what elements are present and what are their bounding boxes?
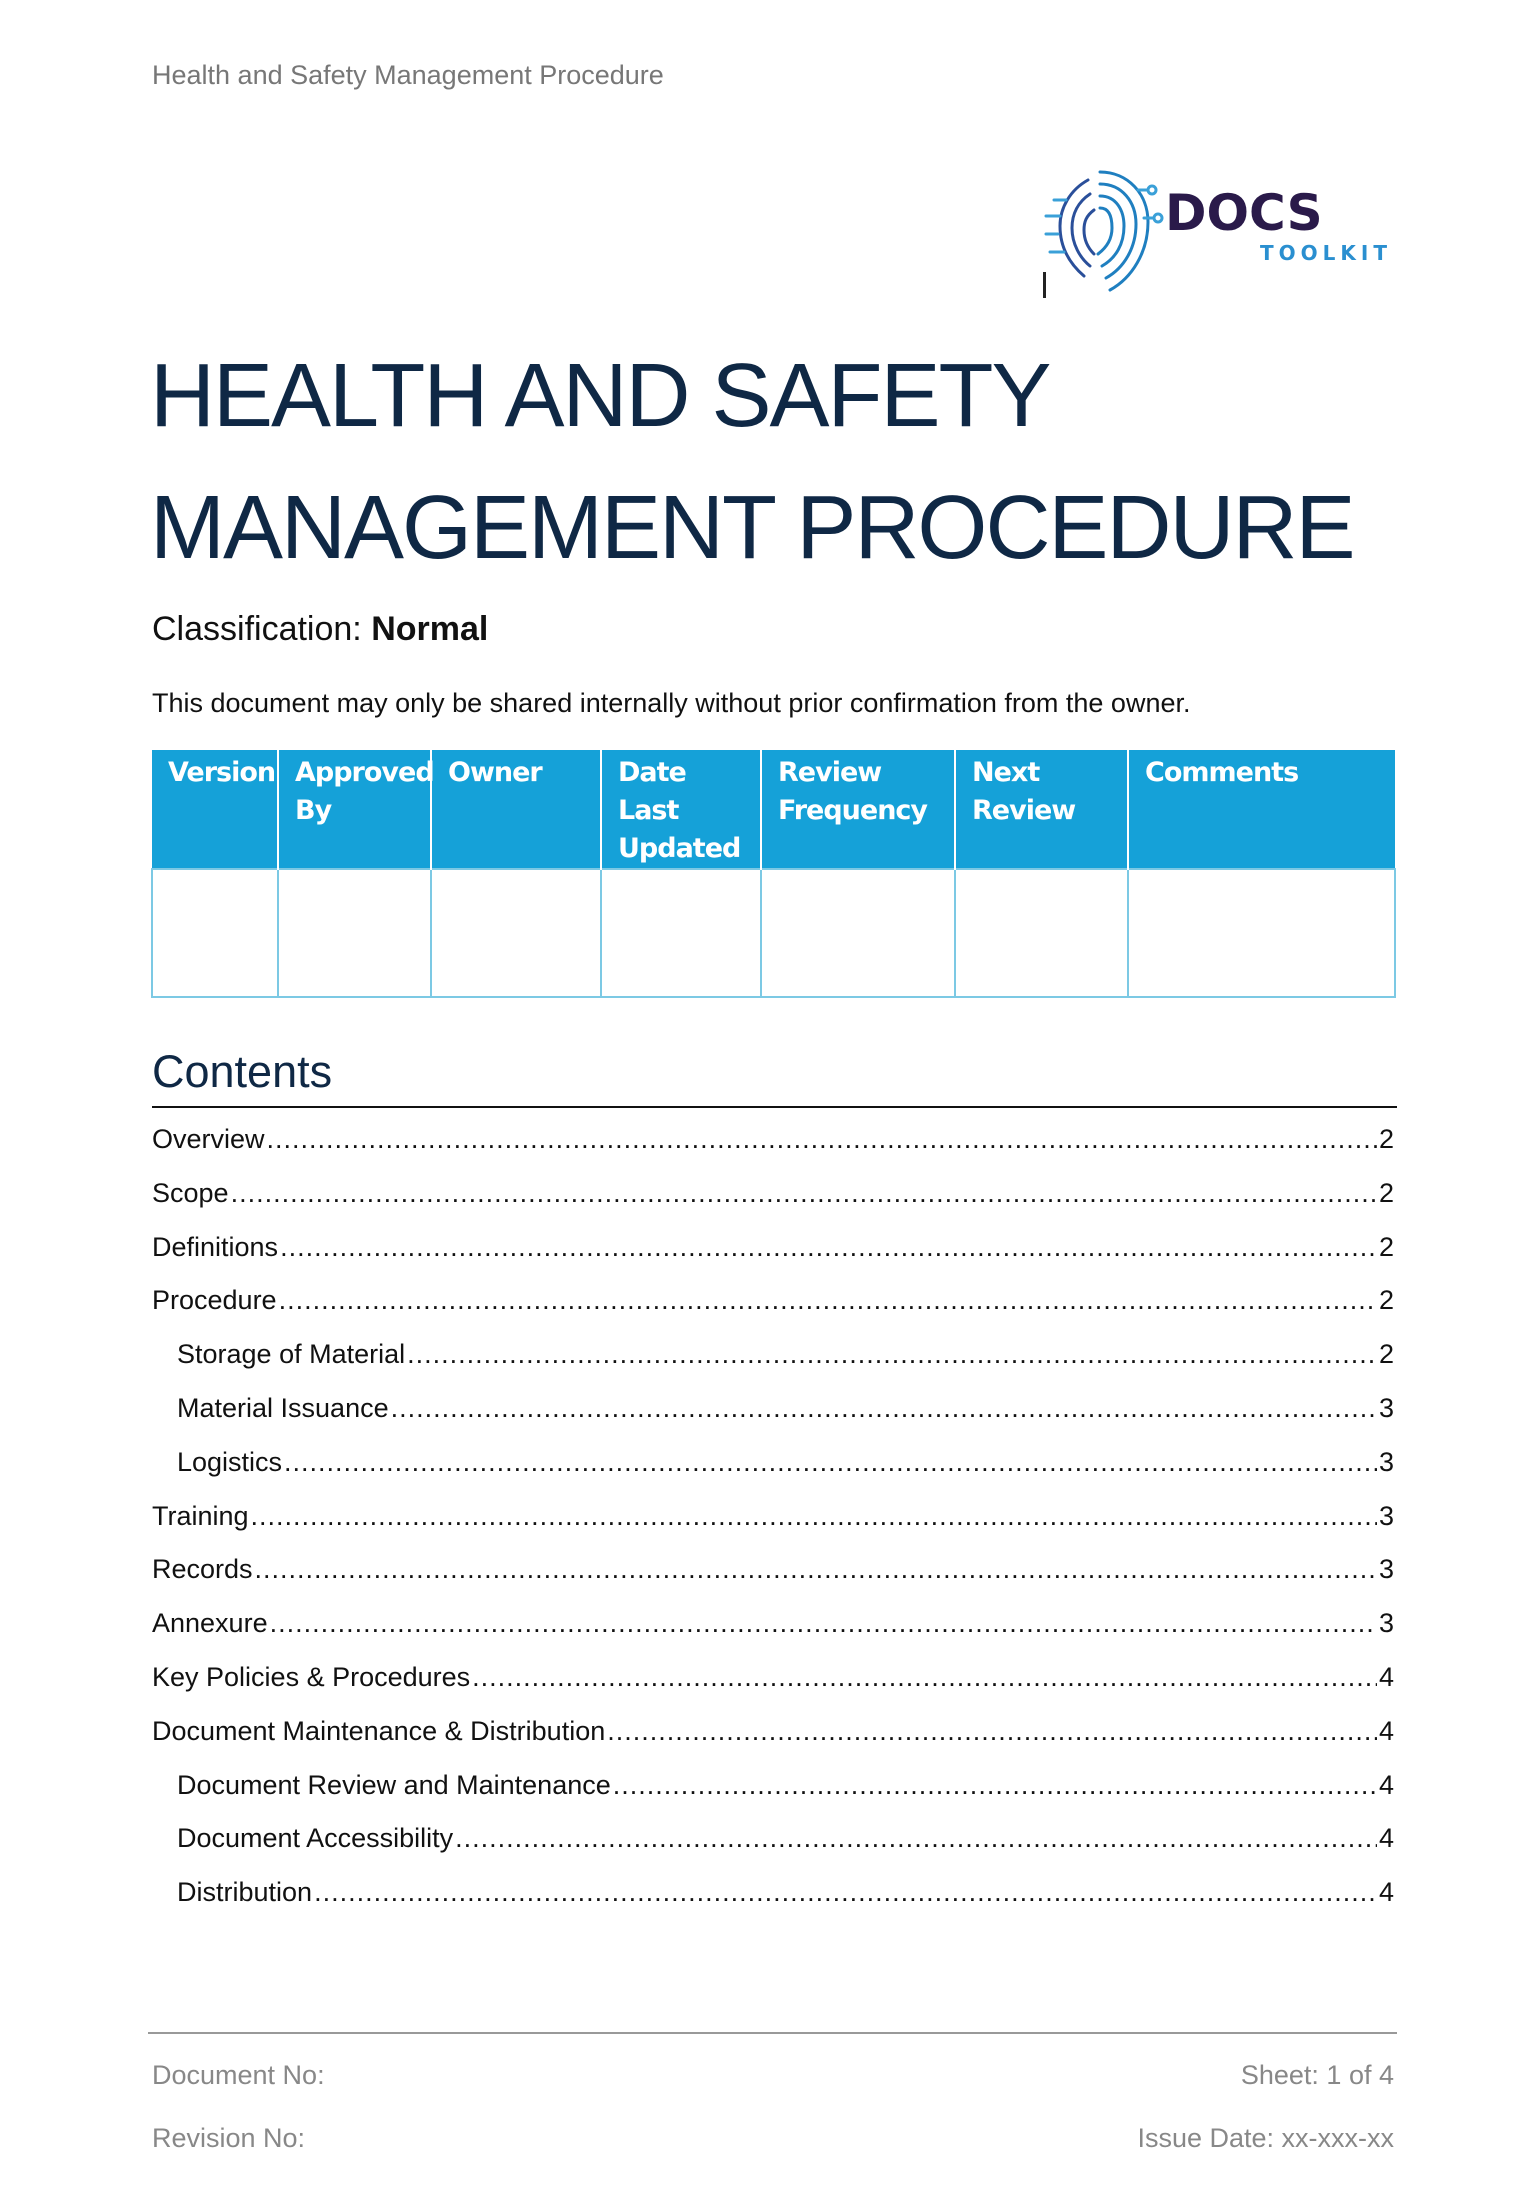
- toc-label: Document Maintenance & Distribution: [152, 1715, 606, 1746]
- table-header-row: [152, 750, 1395, 869]
- toc-leader: [607, 1708, 1377, 1754]
- toc-page: 4: [1378, 1769, 1394, 1800]
- toc-label: Material Issuance: [177, 1392, 389, 1423]
- document-title-line1: HEALTH AND SAFETY: [150, 346, 1050, 446]
- toc-leader: [279, 1277, 1377, 1323]
- toc-entry-training[interactable]: [152, 1493, 1394, 1547]
- toc-label: Logistics: [177, 1446, 283, 1477]
- toc-leader: [280, 1224, 1377, 1270]
- toc-leader: [231, 1170, 1377, 1216]
- header-version: Version: [152, 750, 278, 869]
- cell-approved-by[interactable]: [278, 869, 431, 997]
- toc-label: Training: [152, 1500, 249, 1531]
- sharing-note: This document may only be shared internally without prior confirmation from the owner.: [152, 688, 1191, 718]
- toc-page: 4: [1378, 1823, 1394, 1854]
- toc-label: Key Policies & Procedures: [152, 1661, 471, 1692]
- contents-heading: Contents: [152, 1046, 333, 1097]
- toc-label: Procedure: [152, 1285, 277, 1316]
- cell-version[interactable]: [152, 869, 278, 997]
- toc-entry-logistics[interactable]: [152, 1439, 1394, 1493]
- document-title: [150, 330, 1353, 594]
- footer-issue-date: Issue Date: xx-xxx-xx: [1137, 2123, 1394, 2153]
- toc-page: 2: [1378, 1285, 1394, 1316]
- toc-label: Definitions: [152, 1231, 279, 1262]
- toc-leader: [270, 1600, 1377, 1646]
- fingerprint-icon: [1046, 172, 1162, 290]
- document-control-table: [151, 750, 1396, 998]
- classification-value: Normal: [371, 610, 489, 648]
- footer-revision-no: Revision No:: [152, 2123, 306, 2153]
- logo-word-toolkit: TOOLKIT: [1260, 241, 1392, 265]
- toc-entry-scope[interactable]: [152, 1170, 1394, 1224]
- toc-page: 2: [1378, 1231, 1394, 1262]
- docs-toolkit-logo: [1040, 160, 1400, 300]
- cell-next-review[interactable]: [955, 869, 1128, 997]
- toc-entry-document-accessibility[interactable]: [152, 1815, 1394, 1869]
- toc-entry-material-issuance[interactable]: [152, 1385, 1394, 1439]
- toc-entry-document-maintenance[interactable]: [152, 1708, 1394, 1762]
- cell-date-last-updated[interactable]: [601, 869, 761, 997]
- cell-comments[interactable]: [1128, 869, 1395, 997]
- header-review-frequency: Review Frequency: [761, 750, 955, 869]
- running-header-title: Health and Safety Management Procedure: [152, 60, 664, 90]
- toc-entry-records[interactable]: [152, 1546, 1394, 1600]
- header-comments: Comments: [1128, 750, 1395, 869]
- header-date-last-updated: Date Last Updated: [601, 750, 761, 869]
- text-cursor: [1043, 272, 1046, 298]
- toc-leader: [251, 1493, 1377, 1539]
- toc-entry-key-policies[interactable]: [152, 1654, 1394, 1708]
- toc-leader: [455, 1815, 1377, 1861]
- toc-label: Records: [152, 1554, 253, 1585]
- toc-leader: [407, 1331, 1377, 1377]
- toc-page: 4: [1378, 1877, 1394, 1908]
- toc-page: 4: [1378, 1661, 1394, 1692]
- toc-page: 3: [1378, 1392, 1394, 1423]
- footer-sheet: Sheet: 1 of 4: [1240, 2060, 1394, 2090]
- toc-label: Distribution: [177, 1877, 313, 1908]
- toc-page: 2: [1378, 1124, 1394, 1154]
- classification: [152, 610, 488, 649]
- toc-entry-document-review[interactable]: [152, 1762, 1394, 1816]
- toc-page: 3: [1378, 1446, 1394, 1477]
- toc-entry-procedure[interactable]: [152, 1277, 1394, 1331]
- toc-entry-definitions[interactable]: [152, 1224, 1394, 1278]
- toc-label: Annexure: [152, 1608, 268, 1639]
- toc-leader: [314, 1869, 1377, 1915]
- contents-divider: [152, 1106, 1397, 1108]
- toc-leader: [267, 1116, 1377, 1162]
- toc-leader: [613, 1762, 1377, 1808]
- classification-label: Classification:: [152, 610, 362, 648]
- table-row: [152, 869, 1395, 997]
- toc-entry-annexure[interactable]: [152, 1600, 1394, 1654]
- toc-leader: [255, 1546, 1377, 1592]
- toc-leader: [472, 1654, 1377, 1700]
- toc-entry-storage-of-material[interactable]: [152, 1331, 1394, 1385]
- toc-entry-overview[interactable]: [152, 1116, 1394, 1170]
- toc-page: 3: [1378, 1500, 1394, 1531]
- header-next-review: Next Review: [955, 750, 1128, 869]
- cell-owner[interactable]: [431, 869, 601, 997]
- toc-page: 4: [1378, 1715, 1394, 1746]
- footer-document-no: Document No:: [152, 2060, 325, 2090]
- toc-label: Storage of Material: [177, 1339, 406, 1370]
- toc-page: 2: [1378, 1339, 1394, 1370]
- toc-page: 3: [1378, 1608, 1394, 1639]
- toc-page: 3: [1378, 1554, 1394, 1585]
- toc-entry-distribution[interactable]: [152, 1869, 1394, 1923]
- toc-label: Scope: [152, 1177, 229, 1208]
- header-approved-by: Approved By: [278, 750, 431, 869]
- toc-leader: [284, 1439, 1377, 1485]
- document-title-line2: MANAGEMENT PROCEDURE: [150, 478, 1354, 578]
- toc-label: Overview: [152, 1124, 265, 1154]
- footer-divider: [148, 2032, 1397, 2034]
- toc-page: 2: [1378, 1177, 1394, 1208]
- cell-review-frequency[interactable]: [761, 869, 955, 997]
- logo-word-docs: DOCS: [1165, 184, 1323, 242]
- table-of-contents: [152, 1116, 1394, 1923]
- toc-leader: [391, 1385, 1377, 1431]
- header-owner: Owner: [431, 750, 601, 869]
- toc-label: Document Accessibility: [177, 1823, 454, 1854]
- toc-label: Document Review and Maintenance: [177, 1769, 611, 1800]
